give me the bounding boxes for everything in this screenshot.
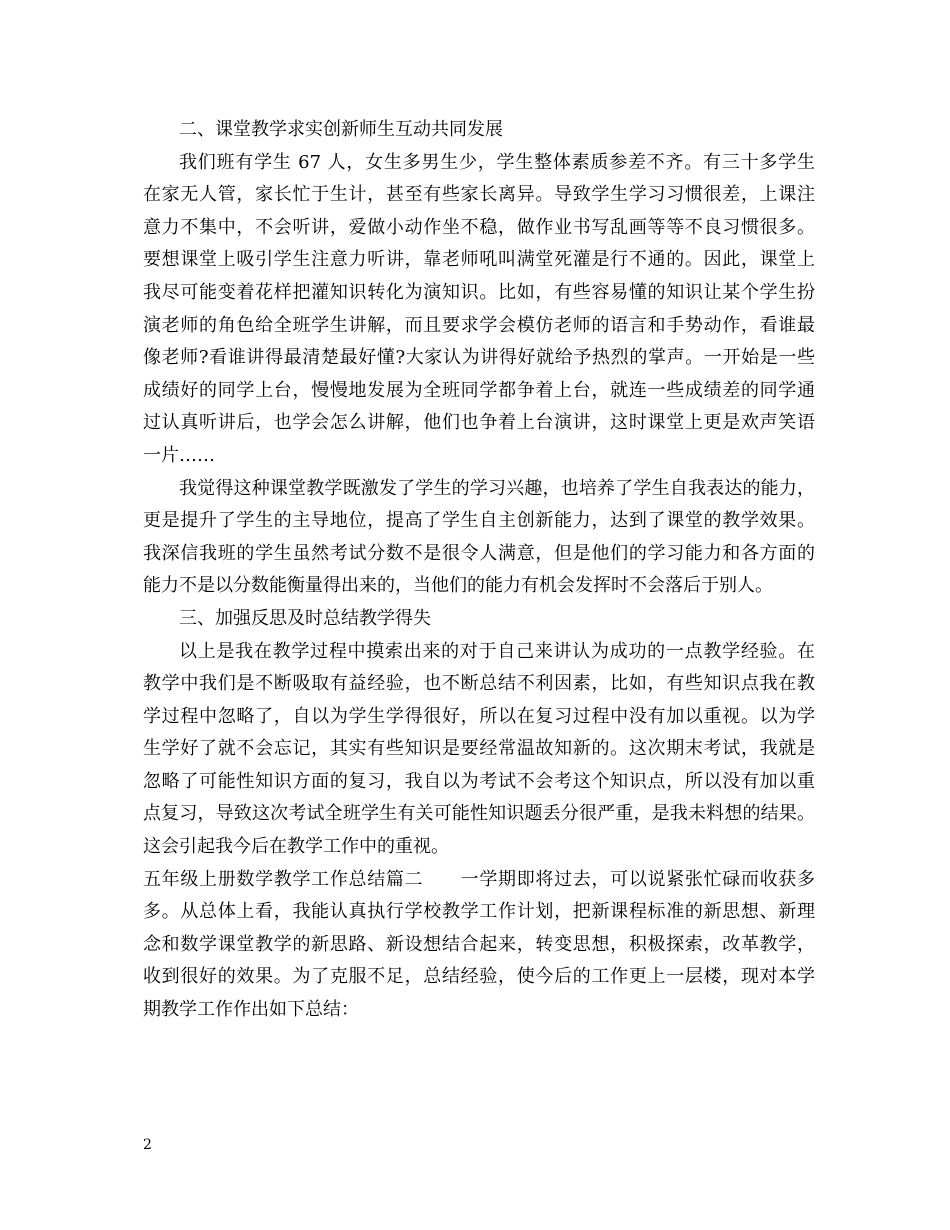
paragraph-line: 忽略了可能性知识方面的复习，我自以为考试不会考这个知识点，所以没有加以重 <box>143 770 815 792</box>
paragraph-line: 演老师的角色给全班学生讲解，而且要求学会模仿老师的语言和手势动作，看谁最 <box>143 314 815 336</box>
paragraph-line: 生学好了就不会忘记，其实有些知识是要经常温故知新的。这次期末考试，我就是 <box>143 738 815 760</box>
paragraph-line: 过认真听讲后，也学会怎么讲解，他们也争着上台演讲，这时课堂上更是欢声笑语 <box>143 412 815 434</box>
paragraph-line: 学过程中忽略了，自以为学生学得很好，所以在复习过程中没有加以重视。以为学 <box>143 705 815 727</box>
paragraph-line: 要想课堂上吸引学生注意力听讲，靠老师吼叫满堂死灌是行不通的。因此，课堂上 <box>143 249 815 271</box>
paragraph-line: 我尽可能变着花样把灌知识转化为演知识。比如，有些容易懂的知识让某个学生扮 <box>143 281 815 303</box>
paragraph-line: 这会引起我今后在教学工作中的重视。 <box>143 836 449 858</box>
paragraph-line: 更是提升了学生的主导地位，提高了学生自主创新能力，达到了课堂的教学效果。 <box>143 510 815 532</box>
paragraph-line: 收到很好的效果。为了克服不足，总结经验，使今后的工作更上一层楼，现对本学 <box>143 966 815 988</box>
paragraph-line: 一片…… <box>143 444 215 466</box>
page-number: 2 <box>143 1137 152 1153</box>
paragraph-line: 教学中我们是不断吸取有益经验，也不断总结不利因素，比如，有些知识点我在教 <box>143 673 815 695</box>
paragraph-line: 以上是我在教学过程中摸索出来的对于自己来讲认为成功的一点教学经验。在 <box>179 640 815 662</box>
paragraph-line: 我深信我班的学生虽然考试分数不是很令人满意，但是他们的学习能力和各方面的 <box>143 542 815 564</box>
paragraph-line: 点复习，导致这次考试全班学生有关可能性知识题丢分很严重，是我未料想的结果。 <box>143 803 815 825</box>
paragraph-line: 期教学工作作出如下总结： <box>143 999 359 1021</box>
paragraph-line: 成绩好的同学上台，慢慢地发展为全班同学都争着上台，就连一些成绩差的同学通 <box>143 379 815 401</box>
paragraph-line: 念和数学课堂教学的新思路、新设想结合起来，转变思想，积极探索，改革教学， <box>143 933 815 955</box>
section-heading: 二、课堂教学求实创新师生互动共同发展 <box>179 119 503 140</box>
paragraph-line: 多。从总体上看，我能认真执行学校教学工作计划，把新课程标准的新思想、新理 <box>143 901 815 923</box>
paragraph-line: 能力不是以分数能衡量得出来的，当他们的能力有机会发挥时不会落后于别人。 <box>143 575 773 597</box>
paragraph-line: 五年级上册数学教学工作总结篇二 一学期即将过去，可以说紧张忙碌而收获多 <box>143 868 815 890</box>
paragraph-line: 我们班有学生 67 人，女生多男生少，学生整体素质参差不齐。有三十多学生 <box>179 151 815 173</box>
paragraph-line: 意力不集中，不会听讲，爱做小动作坐不稳，做作业书写乱画等等不良习惯很多。 <box>143 216 815 238</box>
document-body <box>143 114 815 1027</box>
section-heading: 三、加强反思及时总结教学得失 <box>179 607 431 629</box>
paragraph-line: 在家无人管，家长忙于生计，甚至有些家长离异。导致学生学习习惯很差，上课注 <box>143 184 815 206</box>
paragraph-line: 我觉得这种课堂教学既激发了学生的学习兴趣，也培养了学生自我表达的能力， <box>179 477 815 499</box>
paragraph-line: 像老师?看谁讲得最清楚最好懂?大家认为讲得好就给予热烈的掌声。一开始是一些 <box>143 347 815 369</box>
